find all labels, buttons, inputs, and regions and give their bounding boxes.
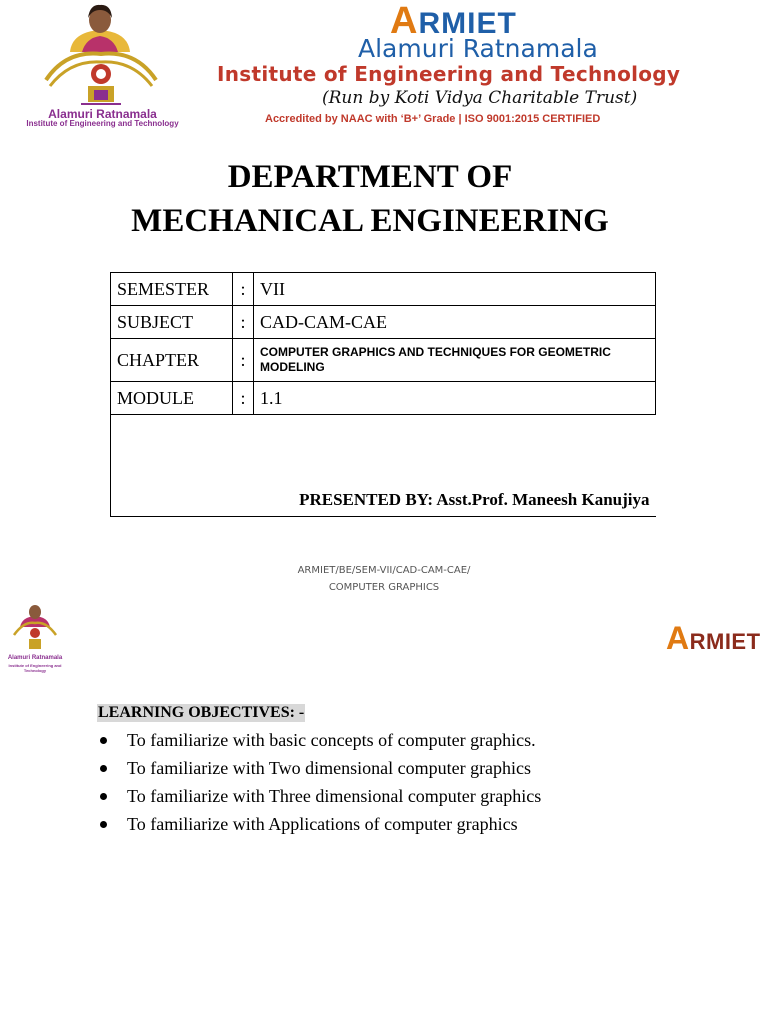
- institute-header: [0, 0, 768, 140]
- learning-objectives-list: [97, 726, 541, 838]
- objective-text: To familiarize with Applications of computer graphics: [127, 814, 518, 834]
- department-title: [100, 155, 640, 243]
- accreditation-line: Accredited by NAAC with ‘B+’ Grade | ISO 9001:2015 CERTIFIED: [265, 113, 601, 125]
- department-title-line1: DEPARTMENT OF: [227, 159, 513, 195]
- course-info-table: [110, 272, 656, 517]
- subject-row: [111, 306, 656, 339]
- objective-item: [97, 810, 541, 838]
- presented-by: PRESENTED BY: Asst.Prof. Maneesh Kanujiya: [111, 415, 656, 517]
- trust-line: (Run by Koti Vidya Charitable Trust): [322, 88, 638, 108]
- logo-caption-institute: Institute of Engineering and Technology: [26, 119, 179, 128]
- institute-name: Institute of Engineering and Technology: [217, 62, 681, 86]
- logo-caption-name: Alamuri Ratnamala: [48, 107, 157, 121]
- objective-item: [97, 782, 541, 810]
- chapter-row: [111, 339, 656, 382]
- small-logo-caption-institute: Institute of Engineering and Technology: [8, 663, 62, 673]
- module-value: 1.1: [254, 382, 656, 415]
- module-label: MODULE: [111, 382, 233, 415]
- founder-portrait-icon: [60, 2, 140, 52]
- semester-label: SEMESTER: [111, 273, 233, 306]
- bullet-icon: [100, 737, 107, 744]
- subject-label: SUBJECT: [111, 306, 233, 339]
- bullet-icon: [100, 821, 107, 828]
- chapter-label: CHAPTER: [111, 339, 233, 382]
- small-institute-logo: [0, 603, 70, 673]
- institute-emblem-icon: [36, 50, 166, 106]
- small-founder-portrait-icon: [0, 603, 70, 651]
- brand-name: Alamuri Ratnamala: [358, 34, 598, 63]
- course-code-header: [200, 562, 568, 596]
- armiet-small-wordmark: [666, 620, 761, 657]
- institute-logo: [0, 0, 205, 130]
- subject-separator: :: [233, 306, 254, 339]
- chapter-value: COMPUTER GRAPHICS AND TECHNIQUES FOR GEOMETRIC MODELING: [254, 339, 656, 382]
- armiet-small-a-letter: A: [666, 620, 690, 656]
- semester-separator: :: [233, 273, 254, 306]
- module-separator: :: [233, 382, 254, 415]
- presented-by-row: [111, 415, 656, 517]
- subject-value: CAD-CAM-CAE: [254, 306, 656, 339]
- bullet-icon: [100, 765, 107, 772]
- small-logo-caption-name: Alamuri Ratnamala: [7, 655, 63, 661]
- semester-row: [111, 273, 656, 306]
- module-row: [111, 382, 656, 415]
- armiet-a-letter: A: [390, 0, 419, 42]
- armiet-small-rest-letters: RMIET: [689, 629, 761, 654]
- objective-text: To familiarize with Two dimensional computer graphics: [127, 758, 532, 778]
- bullet-icon: [100, 793, 107, 800]
- department-title-line2: MECHANICAL ENGINEERING: [131, 203, 609, 239]
- objective-item: [97, 726, 541, 754]
- course-code-line1: ARMIET/BE/SEM-VII/CAD-CAM-CAE/: [297, 565, 471, 576]
- chapter-separator: :: [233, 339, 254, 382]
- objective-item: [97, 754, 541, 782]
- course-code-line2: COMPUTER GRAPHICS: [328, 582, 440, 593]
- objective-text: To familiarize with basic concepts of computer graphics.: [127, 730, 536, 750]
- learning-objectives-heading: LEARNING OBJECTIVES: -: [98, 704, 305, 721]
- semester-value: VII: [254, 273, 656, 306]
- armiet-rest-letters: RMIET: [418, 7, 517, 40]
- objective-text: To familiarize with Three dimensional computer graphics: [127, 786, 542, 806]
